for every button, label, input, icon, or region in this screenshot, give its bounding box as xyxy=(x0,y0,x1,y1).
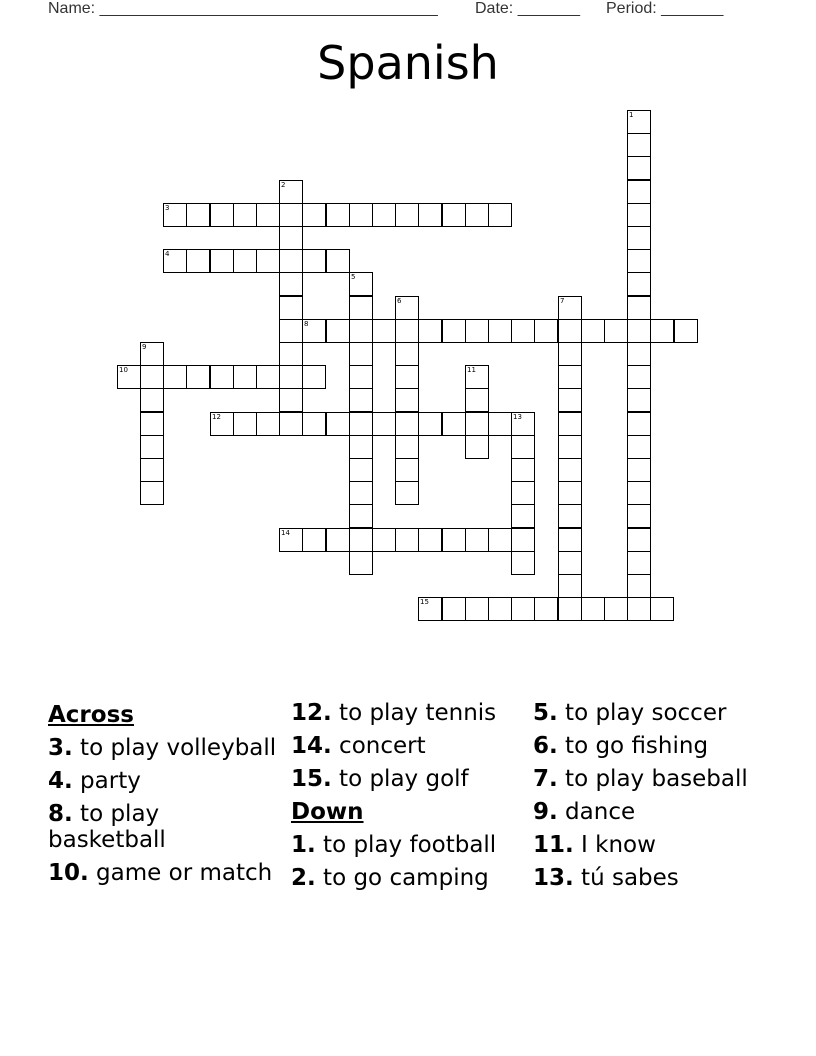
crossword-cell[interactable] xyxy=(140,342,164,366)
crossword-cell[interactable] xyxy=(465,319,489,343)
crossword-cell[interactable] xyxy=(233,203,257,227)
clue-text: to play baseball xyxy=(557,766,748,792)
crossword-cell[interactable] xyxy=(210,249,234,273)
crossword-cell[interactable] xyxy=(604,597,628,621)
crossword-cell[interactable] xyxy=(488,597,512,621)
clue-column-2 xyxy=(291,700,527,898)
clue-down-11 xyxy=(533,832,769,858)
crossword-cell[interactable] xyxy=(140,458,164,482)
clue-number: 4. xyxy=(48,768,73,794)
cell-number: 7 xyxy=(560,297,565,305)
crossword-cell[interactable] xyxy=(349,458,373,482)
clue-text: I know xyxy=(573,832,656,858)
crossword-cell[interactable] xyxy=(627,574,651,598)
crossword-cell[interactable] xyxy=(581,319,605,343)
cell-number: 14 xyxy=(281,529,290,537)
crossword-cell[interactable] xyxy=(465,365,489,389)
crossword-cell[interactable] xyxy=(627,249,651,273)
clue-down-13 xyxy=(533,865,769,891)
cell-number: 4 xyxy=(165,250,170,258)
crossword-cell[interactable] xyxy=(627,504,651,528)
crossword-cell[interactable] xyxy=(140,365,164,389)
crossword-cell[interactable] xyxy=(117,365,141,389)
clue-number: 9. xyxy=(533,799,558,825)
crossword-cell[interactable] xyxy=(395,528,419,552)
crossword-cell[interactable] xyxy=(627,528,651,552)
crossword-cell[interactable] xyxy=(349,528,373,552)
crossword-cell[interactable] xyxy=(627,133,651,157)
clue-number: 3. xyxy=(48,735,73,761)
clue-across-15 xyxy=(291,766,527,792)
crossword-cell[interactable] xyxy=(302,528,326,552)
crossword-cell[interactable] xyxy=(581,597,605,621)
crossword-cell[interactable] xyxy=(233,412,257,436)
clue-down-1 xyxy=(291,832,527,858)
crossword-cell[interactable] xyxy=(395,342,419,366)
crossword-cell[interactable] xyxy=(349,272,373,296)
clue-number: 12. xyxy=(291,700,332,726)
period-field[interactable]: Period: _______ xyxy=(606,0,724,17)
crossword-cell[interactable] xyxy=(465,388,489,412)
crossword-cell[interactable] xyxy=(395,388,419,412)
crossword-cell[interactable] xyxy=(511,481,535,505)
down-heading: Down xyxy=(291,799,364,825)
crossword-cell[interactable] xyxy=(349,342,373,366)
crossword-cell[interactable] xyxy=(511,319,535,343)
crossword-cell[interactable] xyxy=(558,342,582,366)
crossword-cell[interactable] xyxy=(256,365,280,389)
crossword-cell[interactable] xyxy=(279,180,303,204)
clue-across-10 xyxy=(48,860,284,886)
crossword-cell[interactable] xyxy=(210,365,234,389)
across-heading: Across xyxy=(48,702,134,728)
crossword-cell[interactable] xyxy=(186,365,210,389)
cell-number: 15 xyxy=(420,598,429,606)
crossword-cell[interactable] xyxy=(279,226,303,250)
clue-text: to go camping xyxy=(315,865,489,891)
crossword-cell[interactable] xyxy=(558,551,582,575)
clue-text: to play basketball xyxy=(48,801,166,853)
crossword-cell[interactable] xyxy=(511,458,535,482)
crossword-cell[interactable] xyxy=(279,388,303,412)
crossword-cell[interactable] xyxy=(395,365,419,389)
crossword-cell[interactable] xyxy=(349,365,373,389)
crossword-cell[interactable] xyxy=(418,528,442,552)
crossword-cell[interactable] xyxy=(558,481,582,505)
clue-text: party xyxy=(72,768,141,794)
crossword-cell[interactable] xyxy=(488,319,512,343)
clue-text: dance xyxy=(557,799,636,825)
clue-text: to play golf xyxy=(331,766,469,792)
crossword-cell[interactable] xyxy=(442,597,466,621)
clue-down-5 xyxy=(533,700,769,726)
crossword-cell[interactable] xyxy=(349,435,373,459)
clue-number: 10. xyxy=(48,860,89,886)
crossword-cell[interactable] xyxy=(465,412,489,436)
crossword-cell[interactable] xyxy=(511,528,535,552)
crossword-cell[interactable] xyxy=(349,412,373,436)
crossword-cell[interactable] xyxy=(372,528,396,552)
crossword-cell[interactable] xyxy=(233,365,257,389)
crossword-cell[interactable] xyxy=(418,203,442,227)
crossword-cell[interactable] xyxy=(465,597,489,621)
clue-number: 7. xyxy=(533,766,558,792)
crossword-cell[interactable] xyxy=(302,365,326,389)
crossword-cell[interactable] xyxy=(627,296,651,320)
cell-number: 12 xyxy=(212,413,221,421)
crossword-cell[interactable] xyxy=(627,226,651,250)
crossword-cell[interactable] xyxy=(163,365,187,389)
crossword-cell[interactable] xyxy=(511,435,535,459)
clue-number: 14. xyxy=(291,733,332,759)
crossword-cell[interactable] xyxy=(395,319,419,343)
crossword-cell[interactable] xyxy=(279,272,303,296)
cell-number: 1 xyxy=(629,111,634,119)
clue-number: 5. xyxy=(533,700,558,726)
crossword-cell[interactable] xyxy=(511,412,535,436)
cell-number: 9 xyxy=(142,343,147,351)
crossword-cell[interactable] xyxy=(395,458,419,482)
clue-text: to play volleyball xyxy=(72,735,277,761)
crossword-cell[interactable] xyxy=(442,412,466,436)
crossword-cell[interactable] xyxy=(650,319,674,343)
crossword-cell[interactable] xyxy=(418,412,442,436)
crossword-cell[interactable] xyxy=(627,551,651,575)
clue-down-9 xyxy=(533,799,769,825)
clue-number: 13. xyxy=(533,865,574,891)
crossword-cell[interactable] xyxy=(349,504,373,528)
crossword-cell[interactable] xyxy=(488,203,512,227)
clue-number: 1. xyxy=(291,832,316,858)
crossword-cell[interactable] xyxy=(558,597,582,621)
crossword-cell[interactable] xyxy=(558,458,582,482)
page-title: Spanish xyxy=(317,36,499,90)
clue-text: to play tennis xyxy=(331,700,497,726)
crossword-cell[interactable] xyxy=(279,249,303,273)
crossword-cell[interactable] xyxy=(395,412,419,436)
clue-number: 8. xyxy=(48,801,73,827)
crossword-cell[interactable] xyxy=(627,272,651,296)
crossword-cell[interactable] xyxy=(511,504,535,528)
crossword-cell[interactable] xyxy=(186,249,210,273)
clue-across-12 xyxy=(291,700,527,726)
crossword-cell[interactable] xyxy=(627,597,651,621)
crossword-cell[interactable] xyxy=(558,574,582,598)
crossword-cell[interactable] xyxy=(627,156,651,180)
clue-across-14 xyxy=(291,733,527,759)
crossword-cell[interactable] xyxy=(627,319,651,343)
crossword-cell[interactable] xyxy=(279,342,303,366)
crossword-cell[interactable] xyxy=(279,365,303,389)
crossword-cell[interactable] xyxy=(326,412,350,436)
crossword-cell[interactable] xyxy=(558,388,582,412)
crossword-cell[interactable] xyxy=(465,528,489,552)
crossword-cell[interactable] xyxy=(488,412,512,436)
clue-text: tú sabes xyxy=(573,865,679,891)
crossword-cell[interactable] xyxy=(302,412,326,436)
crossword-cell[interactable] xyxy=(140,388,164,412)
cell-number: 3 xyxy=(165,204,170,212)
crossword-cell[interactable] xyxy=(395,296,419,320)
crossword-cell[interactable] xyxy=(534,319,558,343)
clue-down-7 xyxy=(533,766,769,792)
crossword-cell[interactable] xyxy=(604,319,628,343)
crossword-cell[interactable] xyxy=(418,597,442,621)
crossword-cell[interactable] xyxy=(233,249,257,273)
clue-down-6 xyxy=(533,733,769,759)
crossword-cell[interactable] xyxy=(349,203,373,227)
crossword-cell[interactable] xyxy=(326,249,350,273)
crossword-cell[interactable] xyxy=(302,203,326,227)
crossword-cell[interactable] xyxy=(627,412,651,436)
crossword-cell[interactable] xyxy=(372,319,396,343)
cell-number: 10 xyxy=(119,366,128,374)
crossword-cell[interactable] xyxy=(627,458,651,482)
cell-number: 8 xyxy=(304,320,309,328)
cell-number: 6 xyxy=(397,297,402,305)
clue-across-4 xyxy=(48,768,284,794)
crossword-cell[interactable] xyxy=(558,296,582,320)
cell-number: 11 xyxy=(467,366,476,374)
crossword-cell[interactable] xyxy=(442,319,466,343)
crossword-cell[interactable] xyxy=(558,365,582,389)
crossword-cell[interactable] xyxy=(465,435,489,459)
crossword-cell[interactable] xyxy=(627,435,651,459)
clue-number: 15. xyxy=(291,766,332,792)
crossword-cell[interactable] xyxy=(511,551,535,575)
clue-number: 2. xyxy=(291,865,316,891)
clue-column-1 xyxy=(48,700,284,893)
crossword-cell[interactable] xyxy=(256,412,280,436)
crossword-cell[interactable] xyxy=(302,249,326,273)
crossword-cell[interactable] xyxy=(140,435,164,459)
clue-number: 6. xyxy=(533,733,558,759)
clue-across-8 xyxy=(48,801,284,853)
cell-number: 2 xyxy=(281,181,286,189)
crossword-cell[interactable] xyxy=(326,203,350,227)
crossword-cell[interactable] xyxy=(163,249,187,273)
crossword-cell[interactable] xyxy=(140,412,164,436)
crossword-cell[interactable] xyxy=(418,319,442,343)
crossword-cell[interactable] xyxy=(302,319,326,343)
crossword-cell[interactable] xyxy=(511,597,535,621)
clue-text: game or match xyxy=(88,860,273,886)
crossword-cell[interactable] xyxy=(627,180,651,204)
crossword-cell[interactable] xyxy=(186,203,210,227)
crossword-cell[interactable] xyxy=(558,435,582,459)
crossword-cell[interactable] xyxy=(279,528,303,552)
crossword-cell[interactable] xyxy=(627,342,651,366)
crossword-cell[interactable] xyxy=(279,296,303,320)
crossword-cell[interactable] xyxy=(349,551,373,575)
crossword-cell[interactable] xyxy=(558,528,582,552)
crossword-cell[interactable] xyxy=(650,597,674,621)
crossword-cell[interactable] xyxy=(627,203,651,227)
crossword-cell[interactable] xyxy=(256,203,280,227)
crossword-cell[interactable] xyxy=(627,110,651,134)
crossword-cell[interactable] xyxy=(627,481,651,505)
crossword-cell[interactable] xyxy=(395,481,419,505)
clue-text: to go fishing xyxy=(557,733,709,759)
date-field[interactable]: Date: _______ xyxy=(475,0,580,17)
name-field[interactable]: Name: ______________________________________ xyxy=(48,0,438,17)
clue-text: concert xyxy=(331,733,426,759)
crossword-cell[interactable] xyxy=(395,203,419,227)
crossword-cell[interactable] xyxy=(627,388,651,412)
clue-column-3 xyxy=(533,700,769,898)
crossword-cell[interactable] xyxy=(558,319,582,343)
crossword-cell[interactable] xyxy=(349,388,373,412)
crossword-cell[interactable] xyxy=(140,481,164,505)
student-info-header xyxy=(48,0,768,20)
crossword-cell[interactable] xyxy=(256,249,280,273)
crossword-cell[interactable] xyxy=(349,319,373,343)
crossword-cell[interactable] xyxy=(210,412,234,436)
clue-across-3 xyxy=(48,735,284,761)
crossword-cell[interactable] xyxy=(326,319,350,343)
crossword-cell[interactable] xyxy=(534,597,558,621)
crossword-cell[interactable] xyxy=(279,412,303,436)
crossword-cell[interactable] xyxy=(279,319,303,343)
cell-number: 5 xyxy=(351,273,356,281)
crossword-cell[interactable] xyxy=(326,528,350,552)
crossword-cell[interactable] xyxy=(163,203,187,227)
crossword-cell[interactable] xyxy=(349,481,373,505)
crossword-cell[interactable] xyxy=(558,412,582,436)
crossword-cell[interactable] xyxy=(210,203,234,227)
clue-down-2 xyxy=(291,865,527,891)
crossword-cell[interactable] xyxy=(465,203,489,227)
clue-number: 11. xyxy=(533,832,574,858)
crossword-cell[interactable] xyxy=(627,365,651,389)
crossword-cell[interactable] xyxy=(395,435,419,459)
crossword-cell[interactable] xyxy=(372,412,396,436)
crossword-cell[interactable] xyxy=(442,203,466,227)
crossword-cell[interactable] xyxy=(674,319,698,343)
clue-text: to play football xyxy=(315,832,497,858)
crossword-cell[interactable] xyxy=(442,528,466,552)
crossword-cell[interactable] xyxy=(349,296,373,320)
cell-number: 13 xyxy=(513,413,522,421)
clue-text: to play soccer xyxy=(557,700,727,726)
crossword-cell[interactable] xyxy=(558,504,582,528)
crossword-cell[interactable] xyxy=(488,528,512,552)
crossword-cell[interactable] xyxy=(372,203,396,227)
crossword-cell[interactable] xyxy=(279,203,303,227)
